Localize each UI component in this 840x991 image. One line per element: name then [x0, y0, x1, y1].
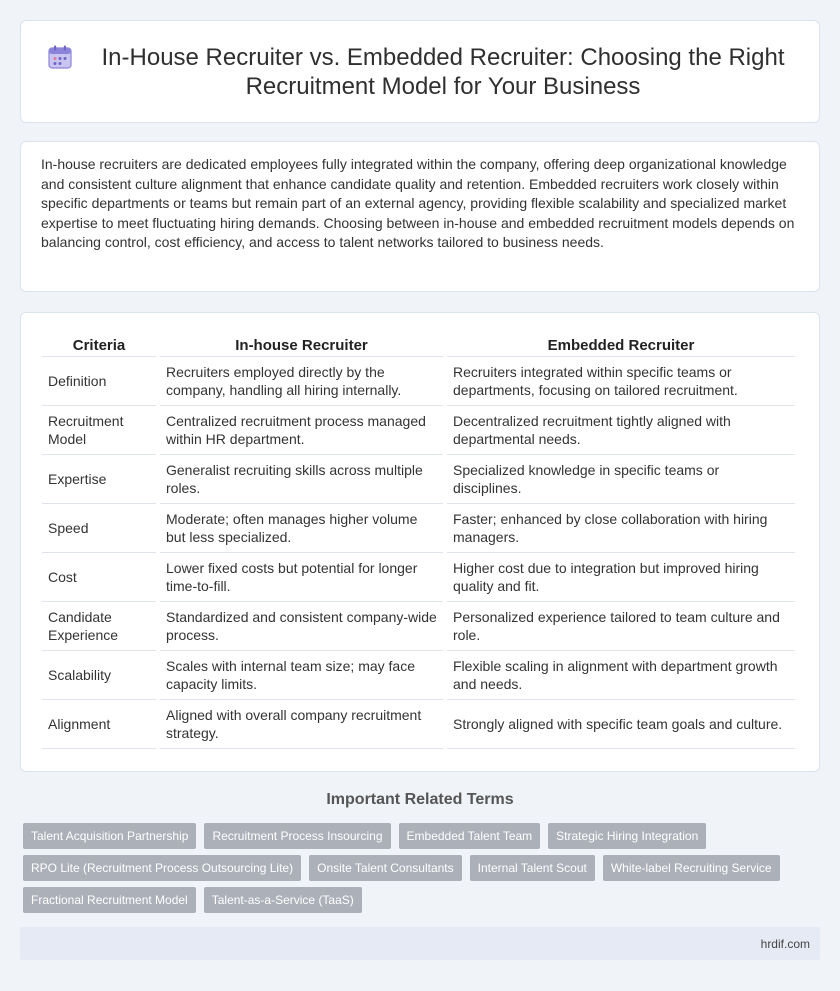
in-house-cell: Standardized and consistent company-wide process. [160, 602, 443, 651]
in-house-cell: Moderate; often manages higher volume but less specialized. [160, 504, 443, 553]
comparison-table [38, 333, 799, 749]
related-term-tag[interactable]: Talent-as-a-Service (TaaS) [204, 887, 362, 913]
in-house-cell: Recruiters employed directly by the company, handling all hiring internally. [160, 357, 443, 406]
header-embedded: Embedded Recruiter [447, 333, 795, 357]
related-term-tag[interactable]: Onsite Talent Consultants [309, 855, 462, 881]
related-term-tag[interactable]: Recruitment Process Insourcing [204, 823, 390, 849]
related-term-tag[interactable]: Fractional Recruitment Model [23, 887, 196, 913]
calendar-icon [47, 44, 73, 70]
table-row [42, 357, 795, 406]
in-house-cell: Generalist recruiting skills across multiple roles. [160, 455, 443, 504]
criteria-cell: Cost [42, 553, 156, 602]
criteria-cell: Candidate Experience [42, 602, 156, 651]
in-house-cell: Scales with internal team size; may face capacity limits. [160, 651, 443, 700]
table-row [42, 406, 795, 455]
embedded-cell: Specialized knowledge in specific teams or disciplines. [447, 455, 795, 504]
criteria-cell: Speed [42, 504, 156, 553]
related-term-tag[interactable]: Strategic Hiring Integration [548, 823, 706, 849]
footer-site-link[interactable]: hrdif.com [760, 937, 810, 951]
table-row [42, 553, 795, 602]
related-term-tag[interactable]: Embedded Talent Team [399, 823, 541, 849]
embedded-cell: Recruiters integrated within specific teams or departments, focusing on tailored recruitment. [447, 357, 795, 406]
table-row [42, 602, 795, 651]
in-house-cell: Centralized recruitment process managed within HR department. [160, 406, 443, 455]
criteria-cell: Recruitment Model [42, 406, 156, 455]
related-terms-list [23, 823, 817, 913]
related-term-tag[interactable]: Talent Acquisition Partnership [23, 823, 196, 849]
comparison-table-card [20, 312, 820, 772]
related-term-tag[interactable]: Internal Talent Scout [470, 855, 595, 881]
criteria-cell: Definition [42, 357, 156, 406]
embedded-cell: Strongly aligned with specific team goals and culture. [447, 700, 795, 749]
intro-card [20, 141, 820, 292]
criteria-cell: Expertise [42, 455, 156, 504]
footer [20, 927, 820, 960]
criteria-cell: Alignment [42, 700, 156, 749]
in-house-cell: Lower fixed costs but potential for longer time-to-fill. [160, 553, 443, 602]
related-term-tag[interactable]: RPO Lite (Recruitment Process Outsourcing Lite) [23, 855, 301, 881]
title-card [20, 20, 820, 123]
header-in-house: In-house Recruiter [160, 333, 443, 357]
criteria-cell: Scalability [42, 651, 156, 700]
embedded-cell: Personalized experience tailored to team culture and role. [447, 602, 795, 651]
intro-paragraph: In-house recruiters are dedicated employees fully integrated within the company, offering deep organizational knowledge and consistent culture alignment that enhance candidate quality and retention. Embedded recruiters work closely within specific departments or teams but remain part of an external agency, providing flexible scalability and specialized market expertise to meet fluctuating hiring demands. Choosing between in-house and embedded recruitment models depends on balancing control, cost efficiency, and access to talent networks tailored to business needs. [41, 156, 795, 251]
table-row [42, 651, 795, 700]
embedded-cell: Decentralized recruitment tightly aligned with departmental needs. [447, 406, 795, 455]
embedded-cell: Higher cost due to integration but improved hiring quality and fit. [447, 553, 795, 602]
embedded-cell: Faster; enhanced by close collaboration with hiring managers. [447, 504, 795, 553]
header-criteria: Criteria [42, 333, 156, 357]
in-house-cell: Aligned with overall company recruitment strategy. [160, 700, 443, 749]
table-header-row [42, 333, 795, 357]
table-row [42, 700, 795, 749]
page-title: In-House Recruiter vs. Embedded Recruiter: Choosing the Right Recruitment Model for Your Business [101, 43, 785, 100]
embedded-cell: Flexible scaling in alignment with department growth and needs. [447, 651, 795, 700]
table-row [42, 455, 795, 504]
table-row [42, 504, 795, 553]
related-terms-title: Important Related Terms [326, 791, 514, 808]
related-term-tag[interactable]: White-label Recruiting Service [603, 855, 780, 881]
